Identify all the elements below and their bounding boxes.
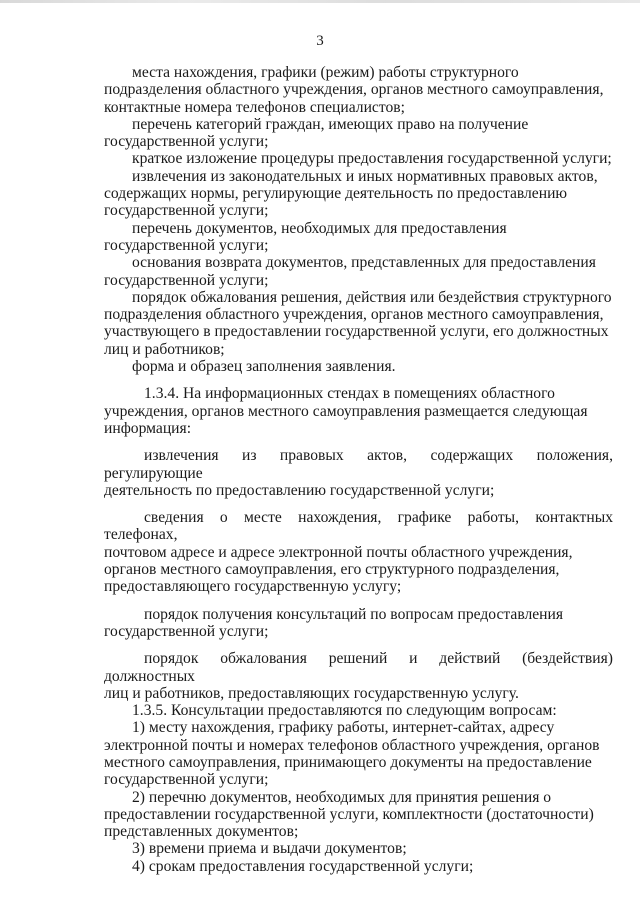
paragraph-appeal-procedure: порядок обжалования решения, действия или бездействия структурного подразделения областного учреждения, органов местного самоуправления, участвующего в предоставлении государственной услуги, его должностных лиц и работников; bbox=[104, 288, 612, 358]
list-item-1: 1) месту нахождения, графику работы, интернет-сайтах, адресу электронной почты и номерах телефонов областного учреждения, органов местного самоуправления, принимающего документы на предоставление государственной услуги; bbox=[104, 719, 600, 789]
paragraph-application-form: форма и образец заполнения заявления. bbox=[132, 358, 396, 376]
list-item-4: 4) срокам предоставления государственной услуги; bbox=[132, 857, 474, 875]
paragraph-stand-appeals: порядок обжалования решений и действий (бездействия) должностных лиц и работников, предоставляющих государственную услугу. bbox=[104, 650, 613, 702]
paragraph-stand-legal-extracts: извлечения из правовых актов, содержащих положения, регулирующие деятельность по предоставлению государственной услуги; bbox=[104, 447, 613, 499]
page-number: 3 bbox=[316, 33, 324, 49]
paragraph-stand-consultations: порядок получения консультаций по вопросам предоставления государственной услуги; bbox=[104, 605, 564, 640]
paragraph-office-locations: места нахождения, графики (режим) работы структурного подразделения областного учреждения, органов местного самоуправления, контактные номера телефонов специалистов; bbox=[104, 64, 604, 116]
list-item-2: 2) перечню документов, необходимых для принятия решения о предоставлении государственной услуги, комплектности (достаточности) представленных документов; bbox=[104, 788, 594, 841]
paragraph-section-1-3-4: 1.3.4. На информационных стендах в помещениях областного учреждения, органов местного самоуправления размещается следующая информация: bbox=[104, 385, 588, 437]
scan-edge bbox=[0, 0, 640, 3]
paragraph-procedure-summary: краткое изложение процедуры предоставления государственной услуги; bbox=[132, 150, 612, 168]
paragraph-return-grounds: основания возврата документов, представленных для предоставления государственной услуги; bbox=[104, 254, 596, 289]
paragraph-citizen-categories: перечень категорий граждан, имеющих право на получение государственной услуги; bbox=[104, 115, 529, 151]
paragraph-section-1-3-5: 1.3.5. Консультации предоставляются по следующим вопросам: bbox=[132, 702, 557, 720]
list-item-3: 3) времени приема и выдачи документов; bbox=[132, 840, 407, 858]
paragraph-document-list: перечень документов, необходимых для предоставления государственной услуги; bbox=[104, 219, 507, 254]
paragraph-stand-contacts: сведения о месте нахождения, графике работы, контактных телефонах, почтовом адресе и адресе электронной почты областного учреждения, органов местного самоуправления, его структурного подразделения, предоставляющего государственную услугу; bbox=[104, 509, 613, 596]
paragraph-legal-extracts: извлечения из законодательных и иных нормативных правовых актов, содержащих нормы, регулирующие деятельность по предоставлению государственной услуги; bbox=[104, 167, 598, 220]
document-body bbox=[104, 64, 613, 875]
